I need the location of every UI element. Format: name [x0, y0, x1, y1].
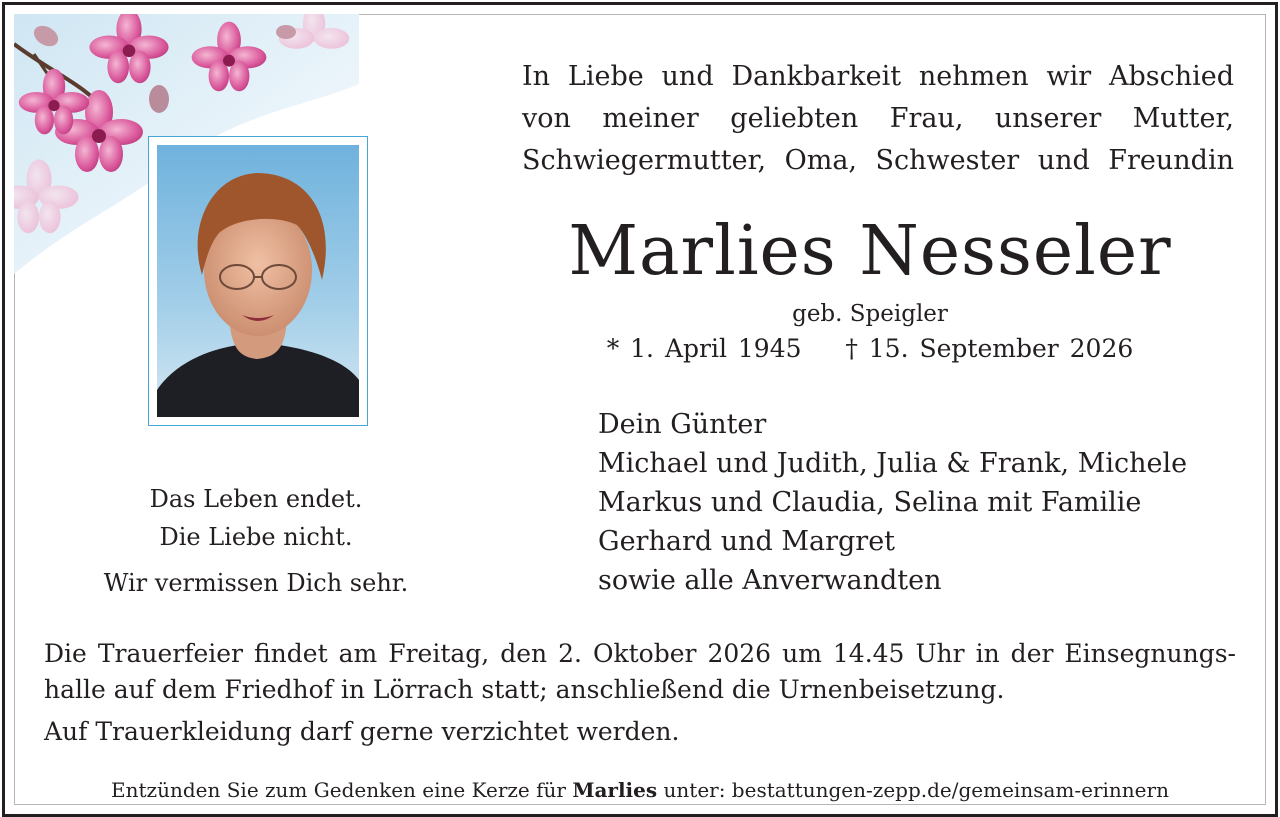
- service-line: halle auf dem Friedhof in Lörrach statt; anschließend die Urnenbeisetzung.: [44, 675, 1005, 704]
- life-dates: [560, 334, 1180, 363]
- footer-note: [40, 778, 1240, 802]
- family-line: Markus und Claudia, Selina mit Familie: [598, 487, 1142, 518]
- service-info: [44, 636, 1236, 750]
- footer-name: Marlies: [572, 778, 658, 802]
- maiden-name: geb. Speigler: [792, 301, 948, 327]
- quote-line: Die Liebe nicht.: [159, 523, 353, 551]
- quote-line: Das Leben endet.: [149, 485, 363, 513]
- quote: [40, 480, 472, 602]
- intro-text: In Liebe und Dankbarkeit nehmen wir Abschied von meiner geliebten Frau, unserer Mutter, Schwiegermutter, Oma, Schwester und Freundin: [522, 61, 1234, 176]
- family-line: Dein Günter: [598, 409, 767, 440]
- birth-date: * 1. April 1945: [606, 334, 802, 363]
- portrait-frame: [148, 136, 368, 426]
- family-line: sowie alle Anverwandten: [598, 565, 942, 596]
- portrait-photo: [157, 145, 359, 417]
- footer-prefix: Entzünden Sie zum Gedenken eine Kerze für: [111, 778, 566, 802]
- footer-link[interactable]: unter: bestattungen-zepp.de/gemeinsam-erinnern: [663, 778, 1169, 802]
- death-date: † 15. September 2026: [845, 334, 1134, 363]
- service-line: Die Trauerfeier findet am Freitag, den 2. Oktober 2026 um 14.45 Uhr in der Einsegnungs-: [44, 639, 1236, 668]
- family-line: Michael und Judith, Julia & Frank, Michele: [598, 448, 1188, 479]
- quote-line: Wir vermissen Dich sehr.: [103, 569, 409, 597]
- deceased-name: Marlies Nesseler: [568, 212, 1172, 291]
- dress-code-line: Auf Trauerkleidung darf gerne verzichtet werden.: [44, 717, 680, 746]
- family-line: Gerhard und Margret: [598, 526, 896, 557]
- family-list: [598, 405, 1187, 600]
